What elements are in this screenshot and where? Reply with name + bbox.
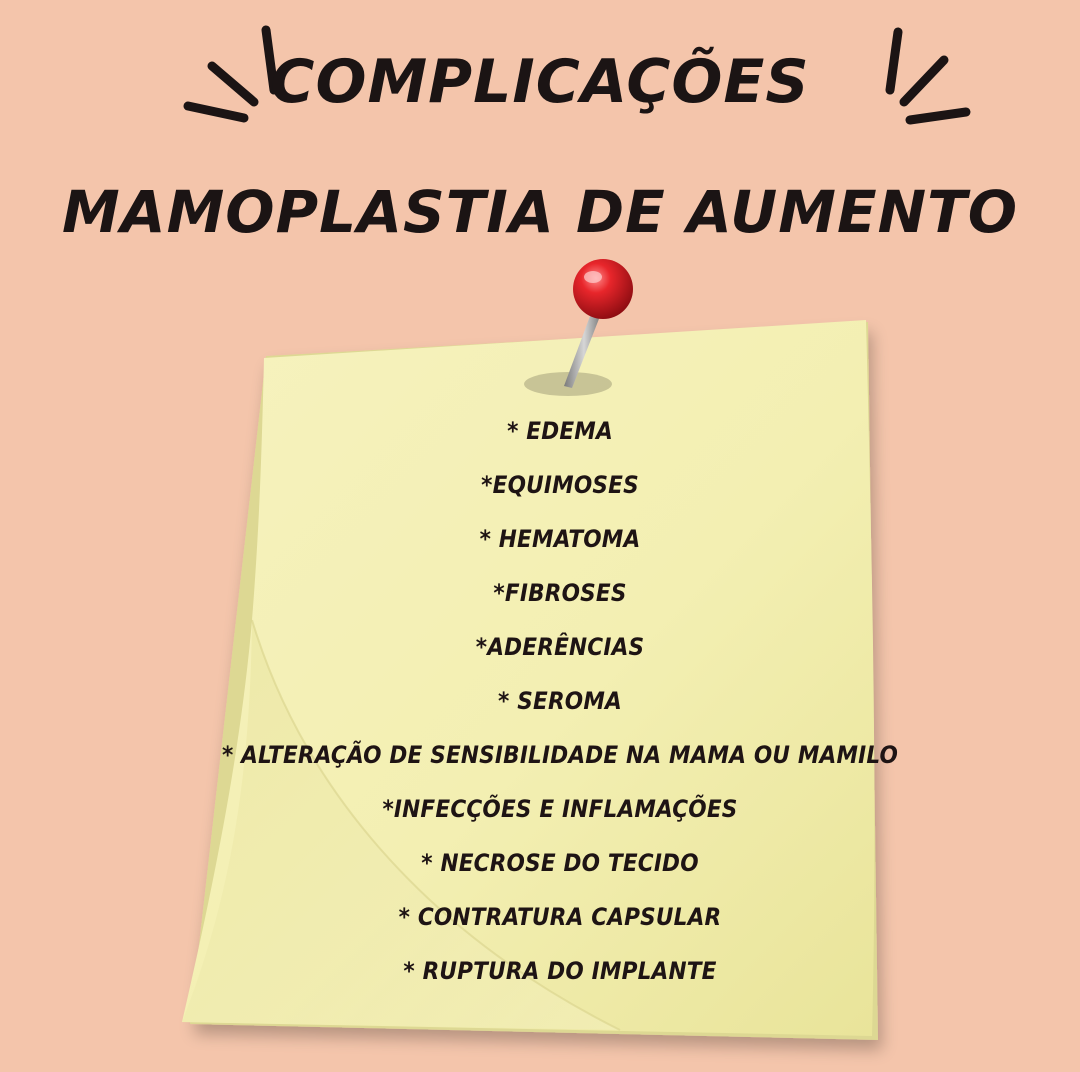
list-item: * NECROSE DO TECIDO — [421, 849, 699, 877]
list-item: *EQUIMOSES — [481, 471, 639, 499]
list-item: * EDEMA — [507, 417, 613, 445]
page-subtitle: MAMOPLASTIA DE AUMENTO — [61, 178, 1019, 246]
list-item: *FIBROSES — [493, 579, 627, 607]
list-item: * SEROMA — [498, 687, 622, 715]
list-item: * RUPTURA DO IMPLANTE — [403, 957, 717, 985]
list-item: * ALTERAÇÃO DE SENSIBILIDADE NA MAMA OU MAMILO — [221, 741, 899, 769]
list-item: *ADERÊNCIAS — [475, 633, 645, 661]
page-title: COMPLICAÇÕES — [270, 47, 810, 117]
list-item: * HEMATOMA — [479, 525, 641, 553]
complications-list — [180, 404, 940, 998]
list-item: * CONTRATURA CAPSULAR — [398, 903, 722, 931]
list-item: *INFECÇÕES E INFLAMAÇÕES — [382, 795, 738, 823]
